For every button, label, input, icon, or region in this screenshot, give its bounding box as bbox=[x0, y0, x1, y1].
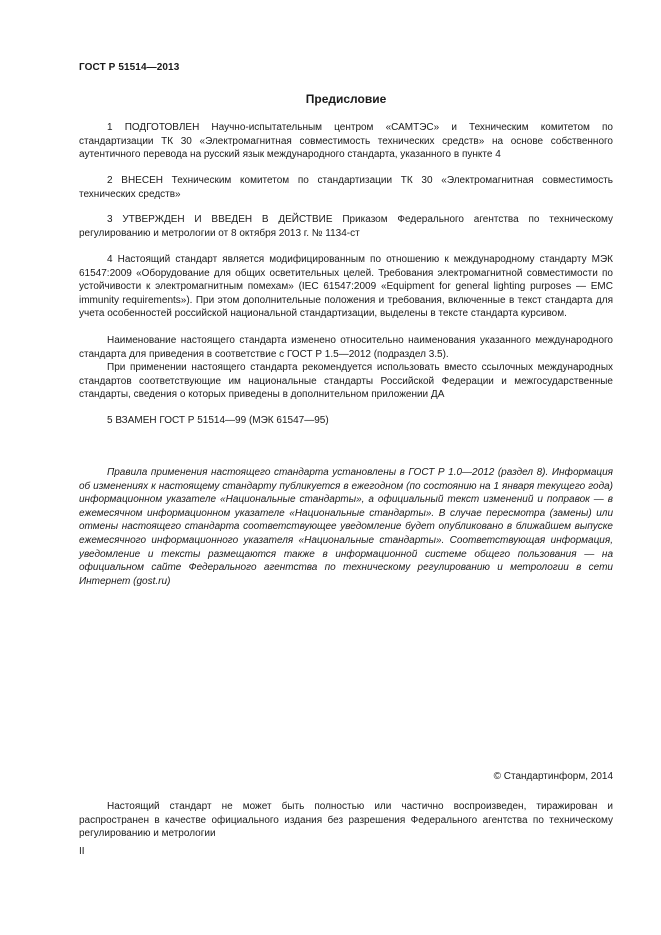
preface-item-3: 3 УТВЕРЖДЕН И ВВЕДЕН В ДЕЙСТВИЕ Приказом Федерального агентства по техническому регулированию и метрологии от 8 октября 2013 г. № 1134-ст bbox=[79, 214, 613, 239]
copyright-notice: © Стандартинформ, 2014 bbox=[493, 771, 613, 782]
preface-item-4: 4 Настоящий стандарт является модифицированным по отношению к международному стандарту МЭК 61547:2009 «Оборудование для общих осветительных целей. Требования электромагнитной совместимости по устойчивости к электромагнитным помехам» (IEC 61547:2009 «Equipment for general lighting purposes — EMC immunity requirements»). При этом дополнительные положения и требования, включенные в текст стандарта для учета особенностей российской национальной стандартизации, выделены в тексте стандарта курсивом. bbox=[79, 254, 613, 319]
preface-item-5: 5 ВЗАМЕН ГОСТ Р 51514—99 (МЭК 61547—95) bbox=[107, 415, 329, 426]
rules-of-application-note: Правила применения настоящего стандарта установлены в ГОСТ Р 1.0—2012 (раздел 8). Информация об изменениях к настоящему стандарту публикуется в ежегодном (по состоянию на 1 января текущего года) информационном указателе «Национальные стандарты», а официальный текст изменений и поправок — в ежемесячном информационном указателе «Национальные стандарты». В случае пересмотра (замены) или отмены настоящего стандарта соответствующее уведомление будет опубликовано в ближайшем выпуске ежемесячного информационного указателя «Национальные стандарты». Соответствующая информация, уведомление и тексты размещаются также в информационной системе общего пользования — на официальном сайте Федерального агентства по техническому регулированию и метрологии в сети Интернет (gost.ru) bbox=[79, 467, 613, 587]
preface-title: Предисловие bbox=[305, 92, 387, 106]
document-header-standard-code: ГОСТ Р 51514—2013 bbox=[79, 62, 180, 73]
reproduction-notice: Настоящий стандарт не может быть полностью или частично воспроизведен, тиражирован и распространен в качестве официального издания без разрешения Федерального агентства по техническому регулированию и метрологии bbox=[79, 801, 613, 839]
preface-item-4-name-change: Наименование настоящего стандарта изменено относительно наименования указанного международного стандарта для приведения в соответствие с ГОСТ Р 1.5—2012 (подраздел 3.5). bbox=[79, 335, 613, 360]
preface-item-4-references: При применении настоящего стандарта рекомендуется использовать вместо ссылочных международных стандартов соответствующие им национальные стандарты Российской Федерации и межгосударственные стандарты, сведения о которых приведены в дополнительном приложении ДА bbox=[79, 362, 613, 400]
page-number: II bbox=[79, 846, 85, 857]
preface-item-1: 1 ПОДГОТОВЛЕН Научно-испытательным центром «САМТЭС» и Техническим комитетом по стандартизации ТК 30 «Электромагнитная совместимость технических средств» на основе собственного аутентичного перевода на русский язык международного стандарта, указанного в пункте 4 bbox=[79, 122, 613, 160]
preface-item-2: 2 ВНЕСЕН Техническим комитетом по стандартизации ТК 30 «Электромагнитная совместимость технических средств» bbox=[79, 175, 613, 200]
